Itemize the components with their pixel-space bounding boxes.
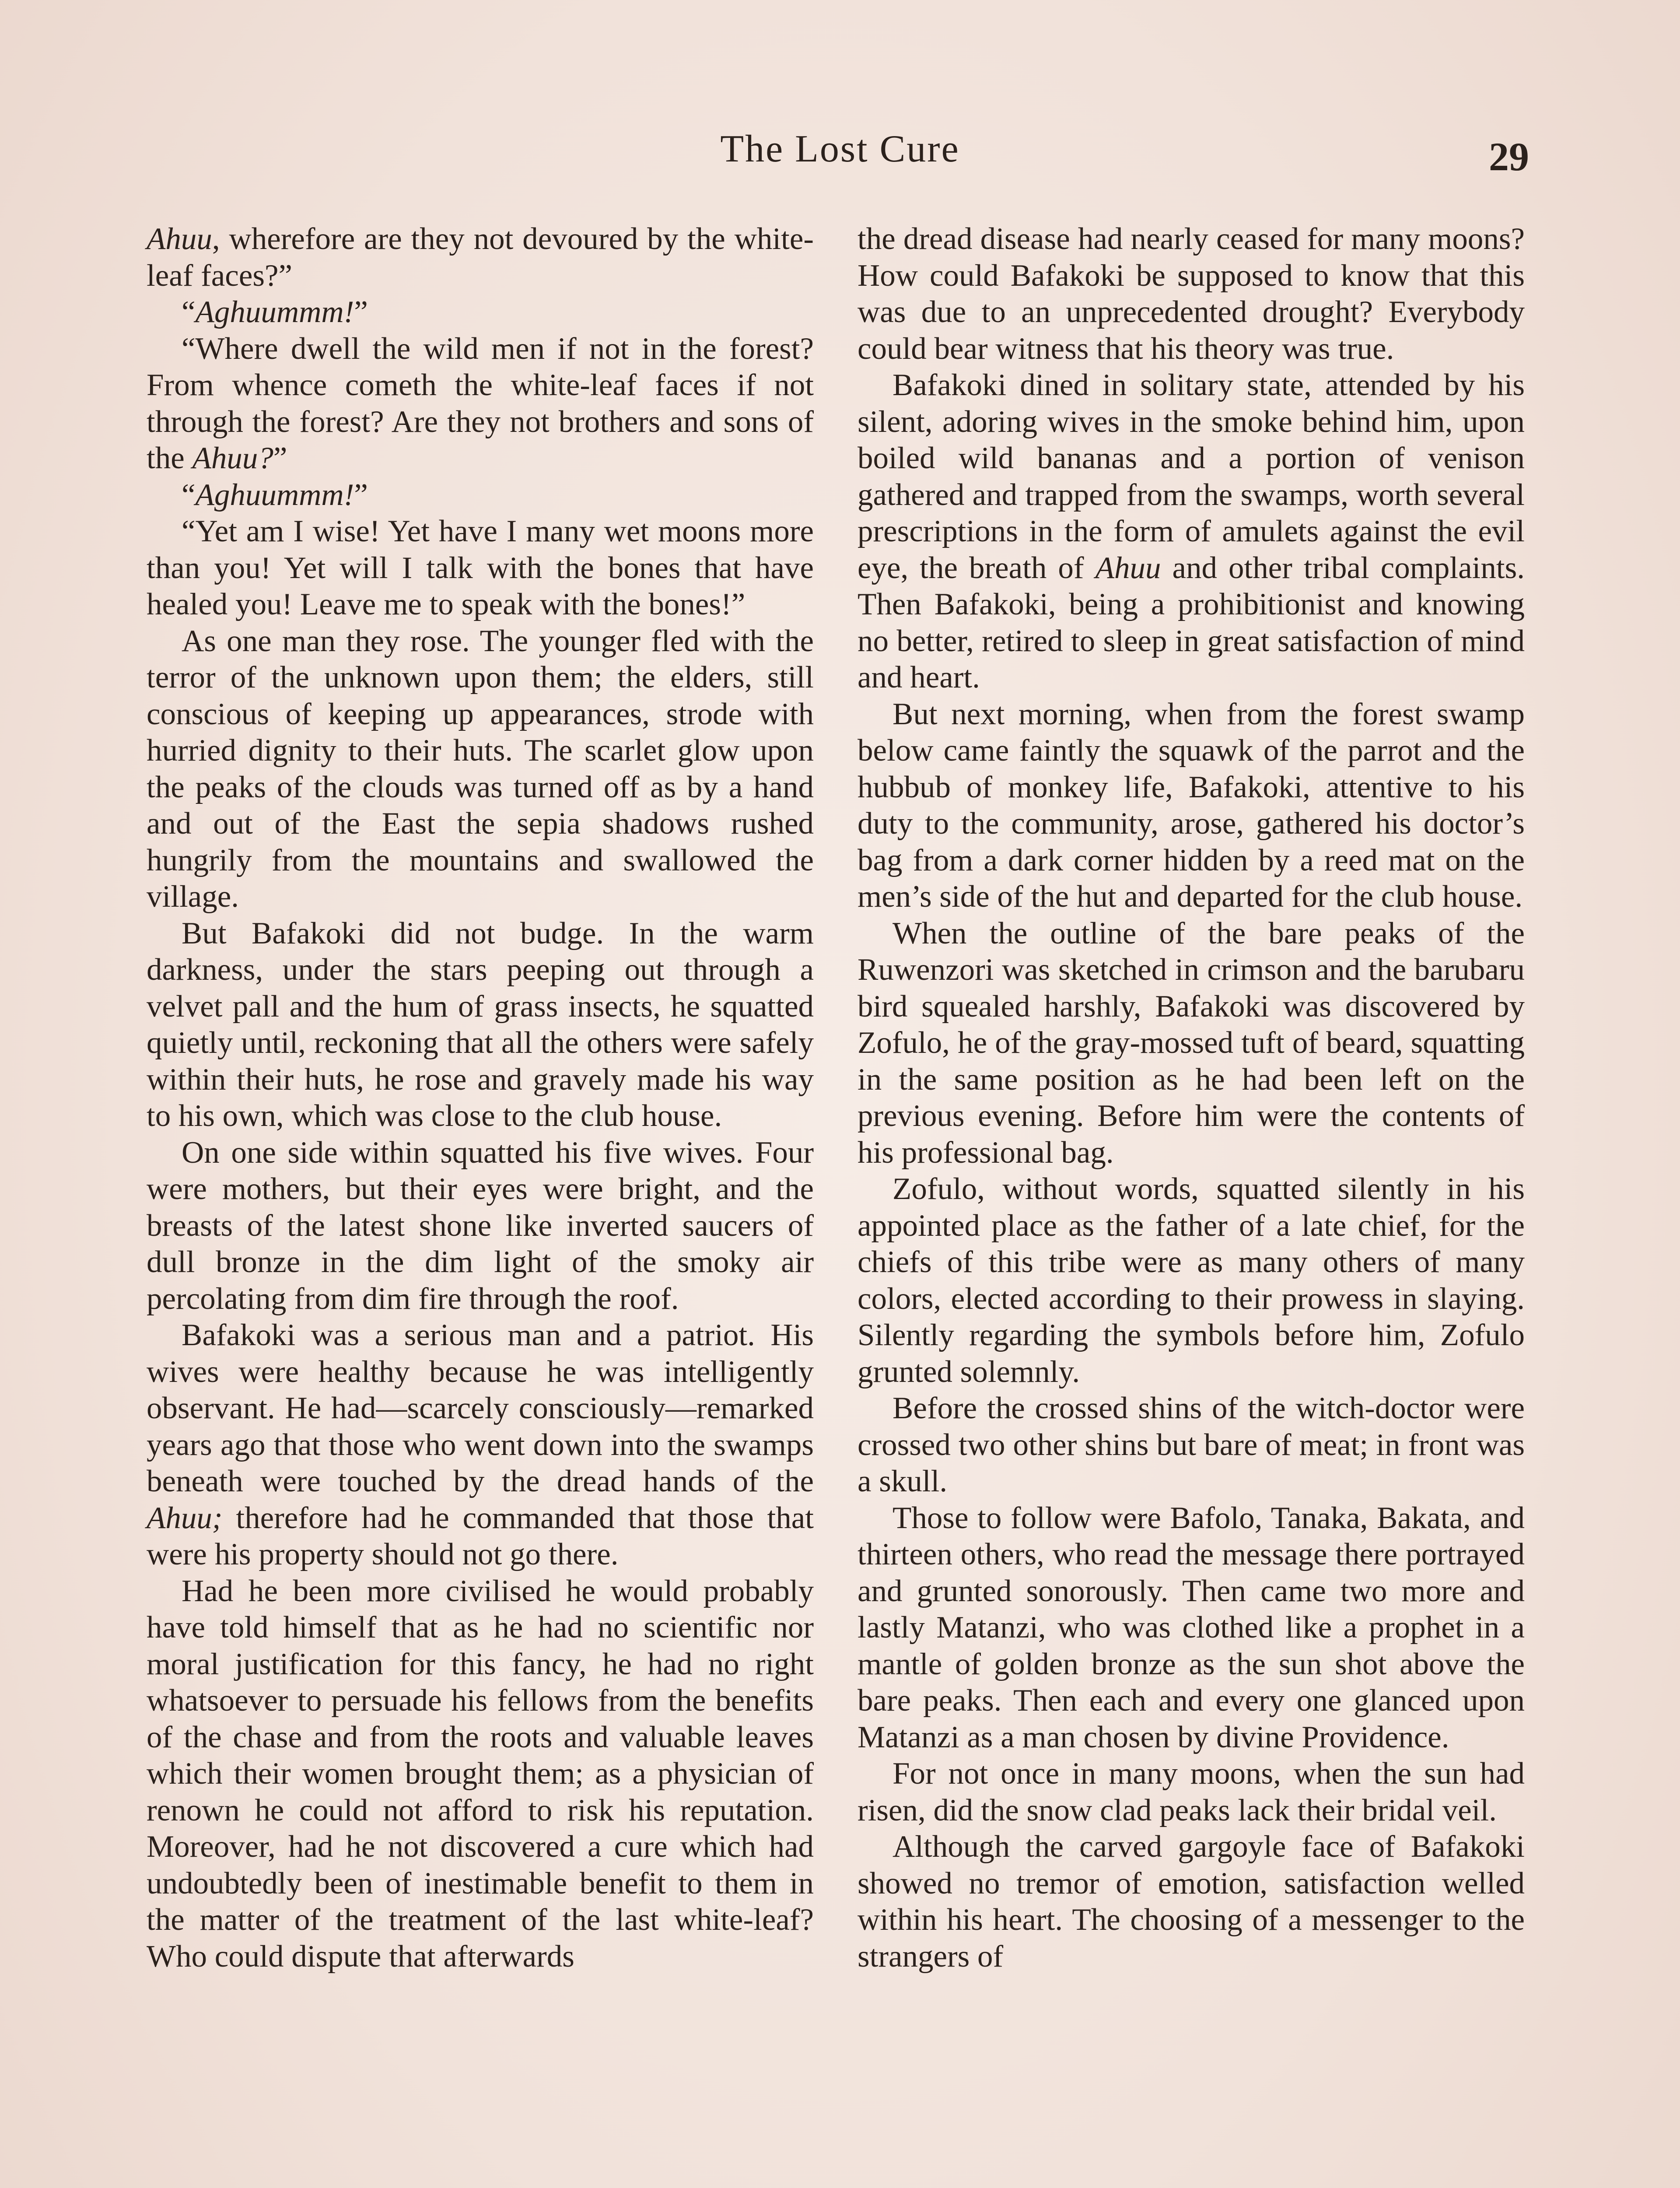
paragraph-italic: Ahuu — [147, 222, 212, 256]
paragraph-text: On one side within squatted his five wives. Four were mothers, but their eyes were bright, and the breasts of the latest shone like inverted saucers of dull bronze in the dim light of the smoky air percolating from dim fire through the roof. — [147, 1135, 814, 1316]
paragraph-text: Bafakoki dined in solitary state, attended by his silent, adoring wives in the smoke behind him, upon boiled wild bananas and a portion of venison gathered and trapped from the swamps, worth several prescriptions in the form of amulets against the evil eye, the breath of — [858, 368, 1525, 585]
paragraph — [858, 221, 1525, 367]
paragraph — [858, 1756, 1525, 1829]
paragraph — [858, 696, 1525, 915]
paragraph — [858, 1829, 1525, 1975]
paragraph-italic: Ahuu? — [192, 441, 273, 475]
paragraph — [147, 221, 814, 294]
paragraph-text: Those to follow were Bafolo, Tanaka, Bakata, and thirteen others, who read the message there portrayed and grunted sonorously. Then came two more and lastly Matanzi, who was clothed like a prophet in a mantle of golden bronze as the sun shot above the bare peaks. Then each and every one glanced upon Matanzi as a man chosen by divine Providence. — [858, 1501, 1525, 1754]
paragraph-text: and other tribal complaints. Then Bafakoki, being a prohibitionist and knowing no better, retired to sleep in great satisfaction of mind and heart. — [858, 551, 1525, 694]
paragraph-text: But Bafakoki did not budge. In the warm darkness, under the stars peeping out through a velvet pall and the hum of grass insects, he squatted quietly until, reckoning that all the others were safely within their huts, he rose and gravely made his way to his own, which was close to the club house. — [147, 916, 814, 1133]
paragraph — [858, 367, 1525, 696]
paragraph — [147, 477, 814, 514]
paragraph — [858, 915, 1525, 1171]
paragraph-italic: Aghuummm! — [195, 477, 354, 512]
page-number: 29 — [1489, 134, 1529, 179]
paragraph — [858, 1390, 1525, 1500]
paragraph-text: Zofulo, without words, squatted silently in his appointed place as the father of a late chief, for the chiefs of this tribe were as many others of many colors, elected according to their prowess in slaying. Silently regarding the symbols before him, Zofulo grunted solemnly. — [858, 1172, 1525, 1389]
right-column — [858, 221, 1525, 1975]
left-column — [147, 221, 814, 1975]
paragraph-italic: Aghuummm! — [195, 295, 354, 329]
paragraph-text: “ — [182, 295, 196, 329]
paragraph-text: Bafakoki was a serious man and a patriot. His wives were healthy because he was intelligently observant. He had—scarcely consciously—remarked years ago that those who went down into the swamps beneath were touched by the dread hands of the — [147, 1318, 814, 1498]
paragraph-text: , wherefore are they not devoured by the white-leaf faces?” — [147, 222, 814, 293]
paragraph-text: ” — [354, 295, 368, 329]
paragraph-text: ” — [354, 477, 368, 512]
paragraph-text: As one man they rose. The younger fled with the terror of the unknown upon them; the elders, still conscious of keeping up appearances, strode with hurried dignity to their huts. The scarlet glow upon the peaks of the clouds was turned off as by a hand and out of the East the sepia shadows rushed hungrily from the mountains and swallowed the village. — [147, 624, 814, 914]
paragraph-text: “ — [182, 477, 196, 512]
paragraph-text: Before the crossed shins of the witch-doctor were crossed two other shins but bare of meat; in front was a skull. — [858, 1391, 1525, 1498]
paragraph — [147, 1135, 814, 1318]
paragraph-text: “Where dwell the wild men if not in the forest? From whence cometh the white-leaf faces if not through the forest? Are they not brothers and sons of the — [147, 331, 814, 475]
paragraph-text: For not once in many moons, when the sun had risen, did the snow clad peaks lack their bridal veil. — [858, 1757, 1525, 1827]
paragraph — [147, 915, 814, 1135]
paragraph-text: therefore had he commanded that those that were his property should not go there. — [147, 1501, 814, 1571]
paragraph — [147, 1317, 814, 1573]
paragraph — [147, 623, 814, 915]
paragraph-text: ” — [273, 441, 287, 475]
paragraph — [147, 513, 814, 623]
running-head-title: The Lost Cure — [720, 128, 960, 170]
paragraph — [147, 1573, 814, 1975]
paragraph — [147, 294, 814, 331]
paragraph — [147, 331, 814, 477]
paragraph-text: the dread disease had nearly ceased for many moons? How could Bafakoki be supposed to know that this was due to an unprecedented drought? Everybody could bear witness that his theory was true. — [858, 222, 1525, 366]
paragraph-text: Had he been more civilised he would probably have told himself that as he had no scientific nor moral justification for this fancy, he had no right whatsoever to persuade his fellows from the benefits of the chase and from the roots and valuable leaves which their women brought them; as a physician of renown he could not afford to risk his reputation. Moreover, had he not discovered a cure which had undoubtedly been of inestimable benefit to them in the matter of the treatment of the last white-leaf? Who could dispute that afterwards — [147, 1574, 814, 1974]
paragraph-text: But next morning, when from the forest swamp below came faintly the squawk of the parrot and the hubbub of monkey life, Bafakoki, attentive to his duty to the community, arose, gathered his doctor’s bag from a dark corner hidden by a reed mat on the men’s side of the hut and departed for the club house. — [858, 697, 1525, 914]
paragraph-text: When the outline of the bare peaks of the Ruwenzori was sketched in crimson and the barubaru bird squealed harshly, Bafakoki was discovered by Zofulo, he of the gray-mossed tuft of beard, squatting in the same position as he had been left on the previous evening. Before him were the contents of his professional bag. — [858, 916, 1525, 1170]
paragraph-text: Although the carved gargoyle face of Bafakoki showed no tremor of emotion, satisfaction welled within his heart. The choosing of a messenger to the strangers of — [858, 1830, 1525, 1974]
paragraph-text: “Yet am I wise! Yet have I many wet moons more than you! Yet will I talk with the bones that have healed you! Leave me to speak with the bones!” — [147, 514, 814, 621]
paragraph — [858, 1171, 1525, 1390]
paragraph-italic: Ahuu — [1095, 551, 1161, 585]
paragraph — [858, 1500, 1525, 1756]
paragraph-italic: Ahuu; — [147, 1501, 223, 1535]
